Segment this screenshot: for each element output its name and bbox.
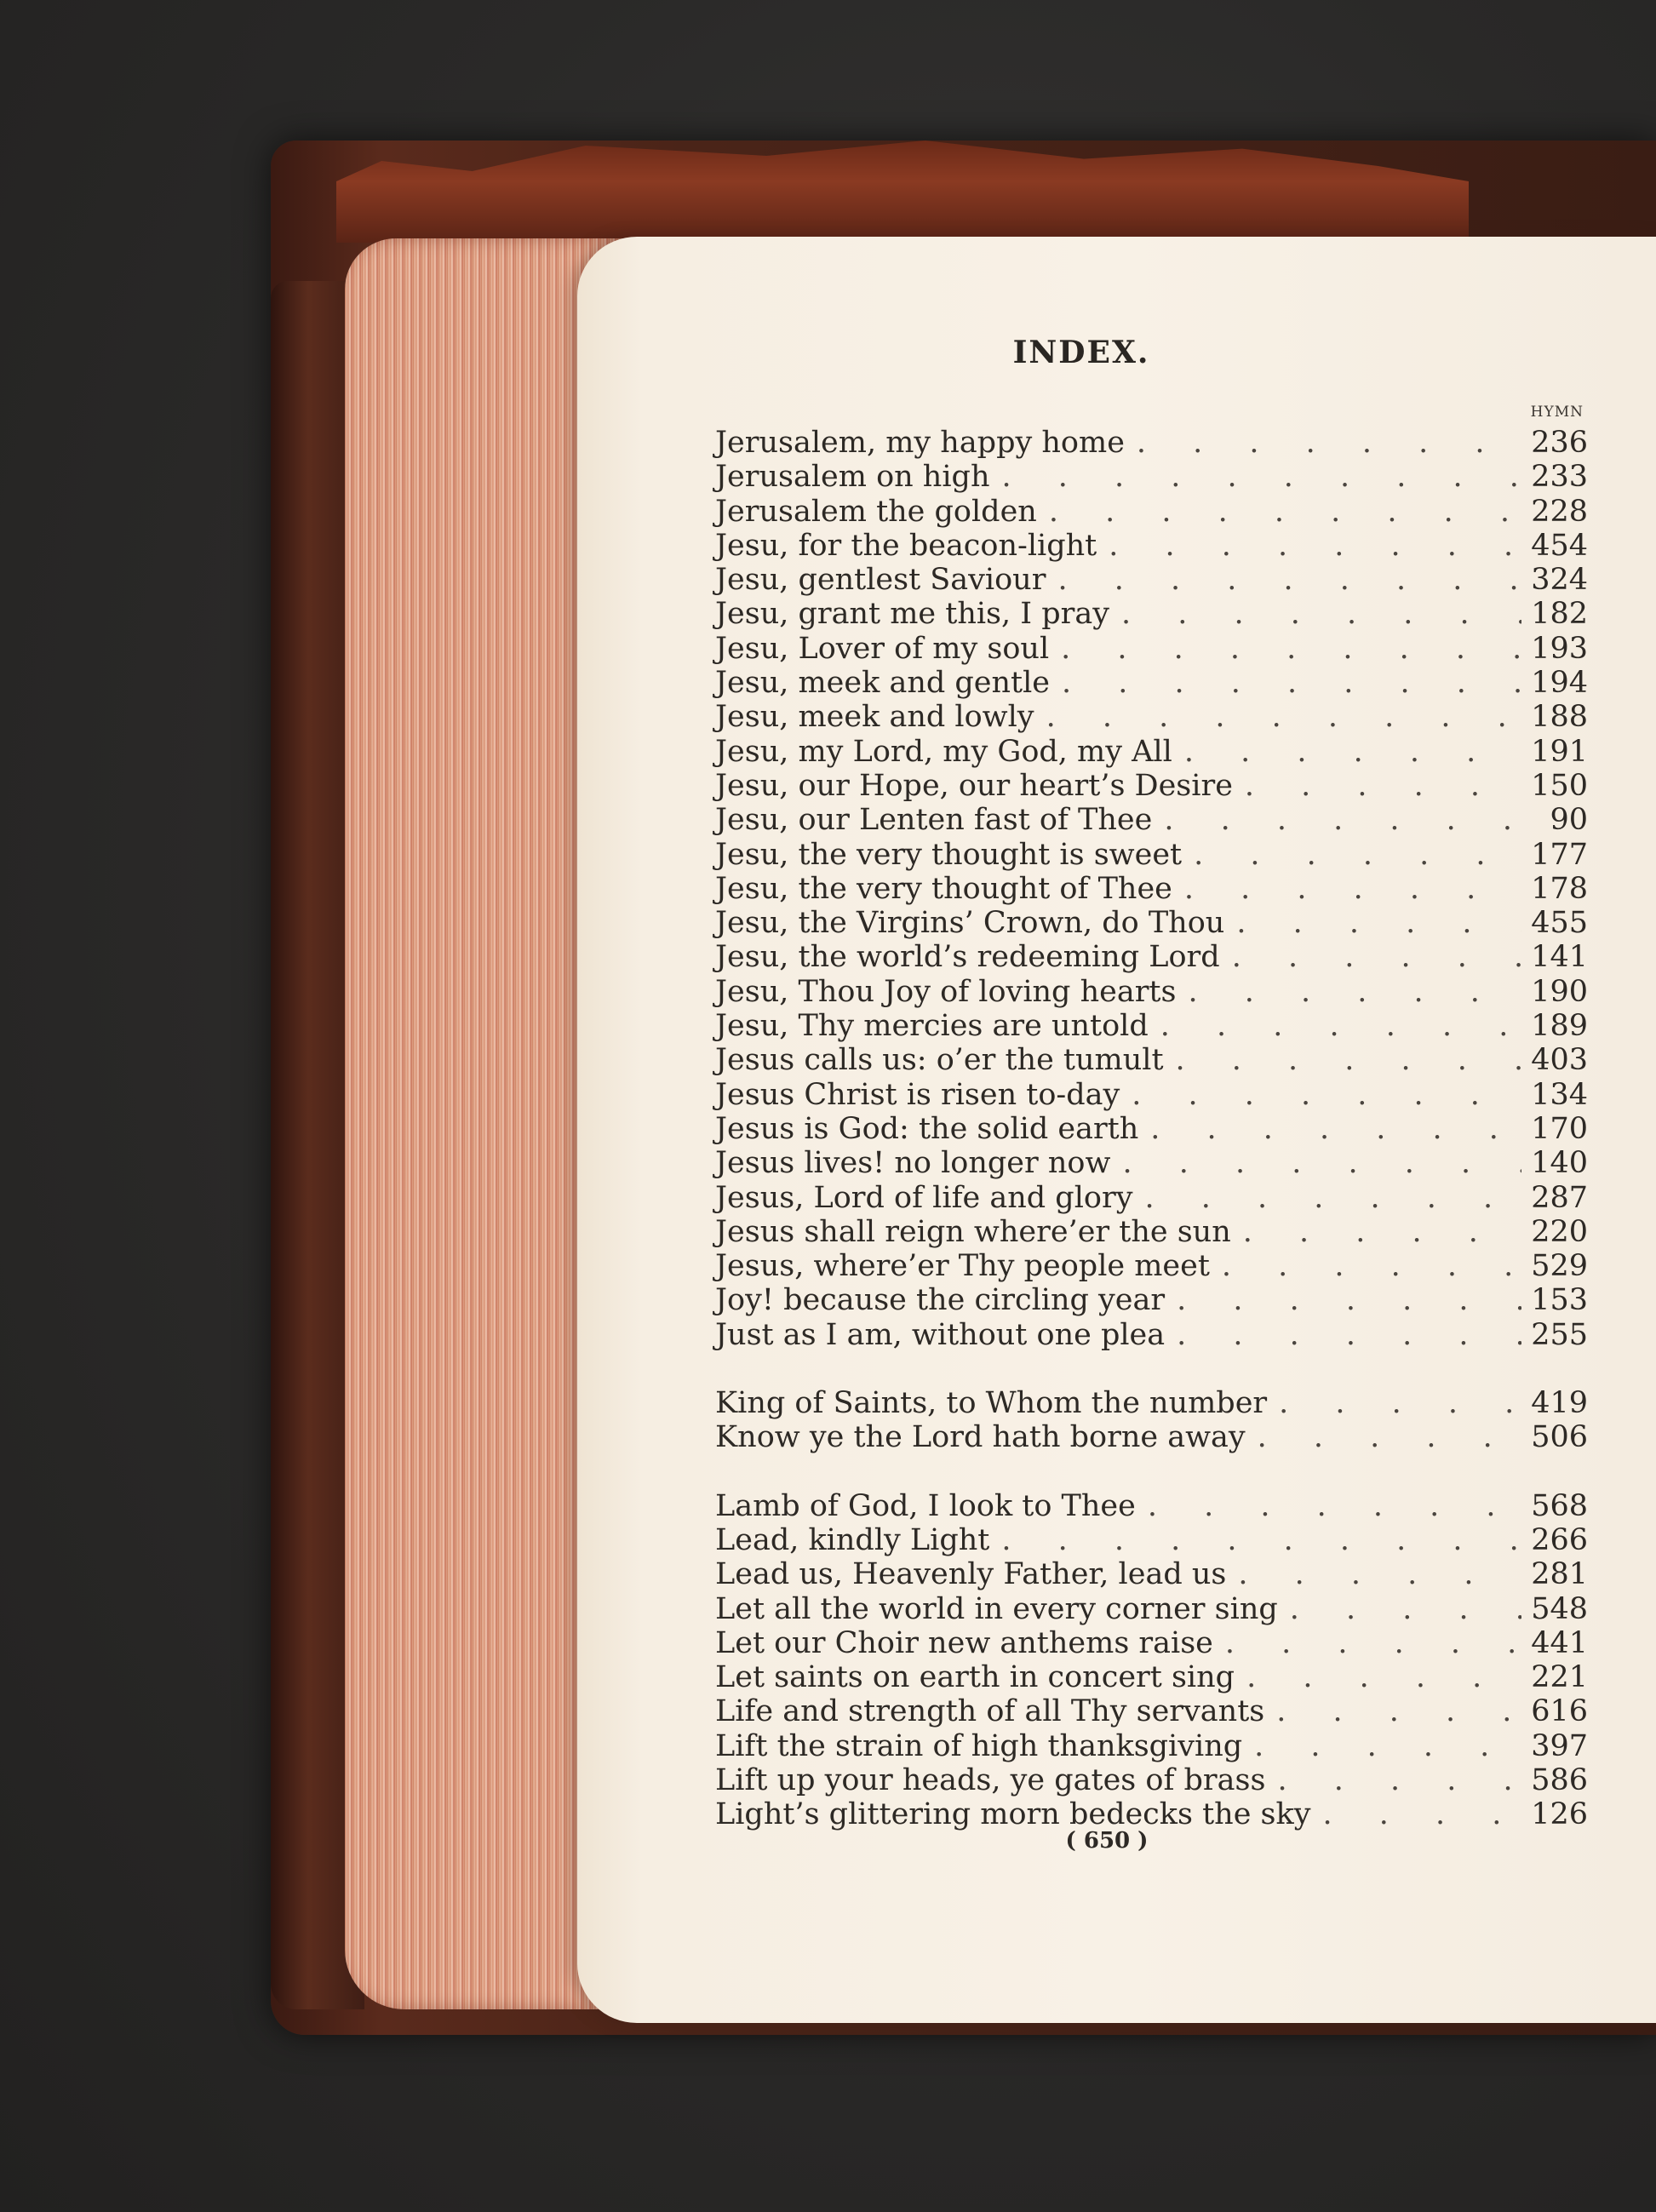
hymn-number: 221: [1531, 1660, 1588, 1695]
hymn-number: 397: [1531, 1728, 1588, 1763]
leader-dots: [1182, 838, 1521, 872]
index-entry: [715, 1283, 1588, 1317]
leader-dots: [1050, 666, 1521, 700]
hymn-number: 182: [1531, 597, 1588, 632]
entry-title: Jesu, Thou Joy of loving hearts: [715, 974, 1177, 1009]
index-entry: [715, 1626, 1588, 1660]
leader-dots: [1136, 1489, 1521, 1523]
entry-title: Lead, kindly Light: [715, 1522, 990, 1557]
leader-dots: [1265, 1763, 1521, 1797]
leader-dots: [1246, 1420, 1521, 1454]
entry-title: Jesu, the world’s redeeming Lord: [715, 940, 1220, 975]
index-entry: [715, 1078, 1588, 1112]
leader-dots: [1152, 803, 1521, 837]
hymn-number: 455: [1531, 906, 1588, 941]
index-entry: [715, 632, 1588, 666]
hymn-number: 616: [1531, 1694, 1588, 1729]
hymn-number: 193: [1531, 631, 1588, 666]
index-entry: [715, 1043, 1588, 1077]
entry-title: Jesu, Lover of my soul: [715, 631, 1050, 666]
index-entry: [715, 1660, 1588, 1694]
leader-dots: [989, 1523, 1521, 1557]
leader-dots: [1109, 597, 1521, 631]
leader-dots: [1149, 1009, 1521, 1043]
entry-title: Jesu, meek and gentle: [715, 666, 1051, 701]
hymn-number: 266: [1531, 1522, 1588, 1557]
leader-dots: [1172, 735, 1521, 769]
entry-title: Jesu, my Lord, my God, my All: [715, 734, 1172, 769]
leader-dots: [1138, 1112, 1521, 1146]
entry-title: Jerusalem, my happy home: [715, 426, 1125, 460]
entry-title: Jesu, meek and lowly: [715, 700, 1034, 735]
entry-title: Jesus Christ is risen to-day: [715, 1077, 1120, 1112]
index-entry: [715, 1146, 1588, 1180]
entry-title: Lift up your heads, ye gates of brass: [715, 1762, 1266, 1797]
hymn-number: 233: [1531, 460, 1588, 495]
leader-dots: [1210, 1249, 1521, 1283]
hymn-number: 220: [1531, 1214, 1588, 1249]
hymn-number: 228: [1531, 494, 1588, 529]
entry-title: Jerusalem on high: [715, 460, 990, 495]
hymn-number: 134: [1531, 1077, 1588, 1112]
hymn-number: 236: [1531, 426, 1588, 460]
entry-title: Jesus is God: the solid earth: [715, 1111, 1139, 1146]
index-list: [715, 426, 1588, 1832]
hymn-number: 126: [1531, 1797, 1588, 1832]
entry-title: Jesus, where’er Thy people meet: [715, 1249, 1210, 1284]
entry-title: Jerusalem the golden: [715, 494, 1037, 529]
leader-dots: [1165, 1283, 1521, 1317]
index-entry: [715, 460, 1588, 494]
index-entry: [715, 940, 1588, 974]
hymn-number: 188: [1531, 700, 1588, 735]
hymn-number: 454: [1531, 528, 1588, 563]
leader-dots: [1213, 1626, 1521, 1660]
hymn-number: 153: [1531, 1283, 1588, 1318]
index-entry: [715, 597, 1588, 631]
leader-dots: [1172, 872, 1521, 906]
index-entry: [715, 426, 1588, 460]
leader-dots: [1235, 1660, 1521, 1694]
hymn-number: 141: [1531, 940, 1588, 975]
entry-title: Lift the strain of high thanksgiving: [715, 1728, 1243, 1763]
hymn-number: 403: [1531, 1043, 1588, 1078]
leader-dots: [1176, 975, 1521, 1009]
group-spacer: [715, 1352, 1588, 1386]
index-entry: [715, 563, 1588, 597]
index-entry: [715, 495, 1588, 529]
hymn-number: 548: [1531, 1591, 1588, 1626]
leader-dots: [1242, 1729, 1521, 1763]
index-entry: [715, 838, 1588, 872]
hymn-number: 178: [1531, 871, 1588, 906]
leader-dots: [1267, 1386, 1521, 1420]
index-entry: [715, 1797, 1588, 1831]
entry-title: Lead us, Heavenly Father, lead us: [715, 1557, 1227, 1592]
hymn-number: 190: [1531, 974, 1588, 1009]
index-entry: [715, 1386, 1588, 1420]
index-entry: [715, 735, 1588, 769]
leader-dots: [1110, 1146, 1521, 1180]
group-spacer: [715, 1455, 1588, 1489]
entry-title: Jesu, our Hope, our heart’s Desire: [715, 768, 1233, 803]
entry-title: Jesu, gentlest Saviour: [715, 563, 1046, 598]
hymn-number: 194: [1531, 666, 1588, 701]
leader-dots: [1231, 1215, 1521, 1249]
leader-dots: [1310, 1797, 1521, 1831]
entry-title: Life and strength of all Thy servants: [715, 1694, 1265, 1729]
entry-title: Jesu, the Virgins’ Crown, do Thou: [715, 906, 1225, 941]
entry-title: Let our Choir new anthems raise: [715, 1625, 1213, 1660]
hymn-number: 90: [1550, 803, 1588, 838]
entry-title: Light’s glittering morn bedecks the sky: [715, 1797, 1311, 1832]
entry-title: Jesu, the very thought is sweet: [715, 837, 1183, 872]
index-entry: [715, 1181, 1588, 1215]
leader-dots: [1226, 1557, 1521, 1591]
hymn-number: 170: [1531, 1111, 1588, 1146]
hymn-column-label: HYMN: [1530, 404, 1584, 421]
entry-title: Know ye the Lord hath borne away: [715, 1420, 1246, 1455]
hymn-number: 281: [1531, 1557, 1588, 1592]
entry-title: Joy! because the circling year: [715, 1283, 1166, 1318]
index-entry: [715, 1249, 1588, 1283]
index-entry: [715, 1557, 1588, 1591]
entry-title: Lamb of God, I look to Thee: [715, 1488, 1136, 1523]
hymn-number: 568: [1531, 1488, 1588, 1523]
leader-dots: [1220, 940, 1521, 974]
hymn-number: 419: [1531, 1386, 1588, 1421]
index-entry: [715, 666, 1588, 700]
hymn-number: 506: [1531, 1420, 1588, 1455]
leader-dots: [1224, 906, 1521, 940]
hymn-number: 177: [1531, 837, 1588, 872]
entry-title: Jesu, Thy mercies are untold: [715, 1009, 1149, 1044]
page-title: INDEX.: [1012, 335, 1150, 370]
leader-dots: [990, 460, 1522, 494]
entry-title: Let saints on earth in concert sing: [715, 1660, 1235, 1695]
entry-title: Jesu, for the beacon-light: [715, 528, 1097, 563]
hymn-number: 140: [1531, 1146, 1588, 1181]
hymn-number: 324: [1531, 563, 1588, 598]
hymn-number: 529: [1531, 1249, 1588, 1284]
index-entry: [715, 906, 1588, 940]
entry-title: Jesu, our Lenten fast of Thee: [715, 803, 1153, 838]
entry-title: Just as I am, without one plea: [715, 1317, 1166, 1352]
leader-dots: [1264, 1694, 1521, 1728]
entry-title: Jesus calls us: o’er the tumult: [715, 1043, 1164, 1078]
leader-dots: [1034, 700, 1521, 734]
index-entry: [715, 1112, 1588, 1146]
index-entry: [715, 1523, 1588, 1557]
leader-dots: [1097, 529, 1521, 563]
entry-title: King of Saints, to Whom the number: [715, 1386, 1268, 1421]
index-entry: [715, 1729, 1588, 1763]
leader-dots: [1049, 632, 1521, 666]
page-number: ( 650 ): [1065, 1828, 1149, 1854]
entry-title: Jesus, Lord of life and glory: [715, 1180, 1133, 1215]
leader-dots: [1164, 1043, 1521, 1077]
index-entry: [715, 975, 1588, 1009]
hymn-number: 189: [1531, 1009, 1588, 1044]
index-entry: [715, 1318, 1588, 1352]
index-entry: [715, 1763, 1588, 1797]
index-entry: [715, 803, 1588, 837]
hymn-number: 287: [1531, 1180, 1588, 1215]
leader-dots: [1165, 1318, 1521, 1352]
leader-dots: [1125, 426, 1521, 460]
index-entry: [715, 1420, 1588, 1454]
index-entry: [715, 1489, 1588, 1523]
index-entry: [715, 769, 1588, 803]
entry-title: Jesus shall reign where’er the sun: [715, 1214, 1231, 1249]
index-entry: [715, 872, 1588, 906]
index-entry: [715, 1009, 1588, 1043]
index-entry: [715, 1215, 1588, 1249]
index-entry: [715, 1694, 1588, 1728]
hymn-number: 255: [1531, 1317, 1588, 1352]
hymn-number: 150: [1531, 768, 1588, 803]
leader-dots: [1120, 1078, 1521, 1112]
leader-dots: [1046, 563, 1521, 597]
index-entry: [715, 700, 1588, 734]
entry-title: Let all the world in every corner sing: [715, 1591, 1278, 1626]
leader-dots: [1037, 495, 1521, 529]
index-entry: [715, 1592, 1588, 1626]
hymn-number: 586: [1531, 1762, 1588, 1797]
entry-title: Jesu, the very thought of Thee: [715, 871, 1172, 906]
leader-dots: [1132, 1181, 1521, 1215]
entry-title: Jesu, grant me this, I pray: [715, 597, 1109, 632]
leader-dots: [1278, 1592, 1521, 1626]
hymn-number: 441: [1531, 1625, 1588, 1660]
leader-dots: [1233, 769, 1521, 803]
entry-title: Jesus lives! no longer now: [715, 1146, 1111, 1181]
hymn-number: 191: [1531, 734, 1588, 769]
index-entry: [715, 529, 1588, 563]
